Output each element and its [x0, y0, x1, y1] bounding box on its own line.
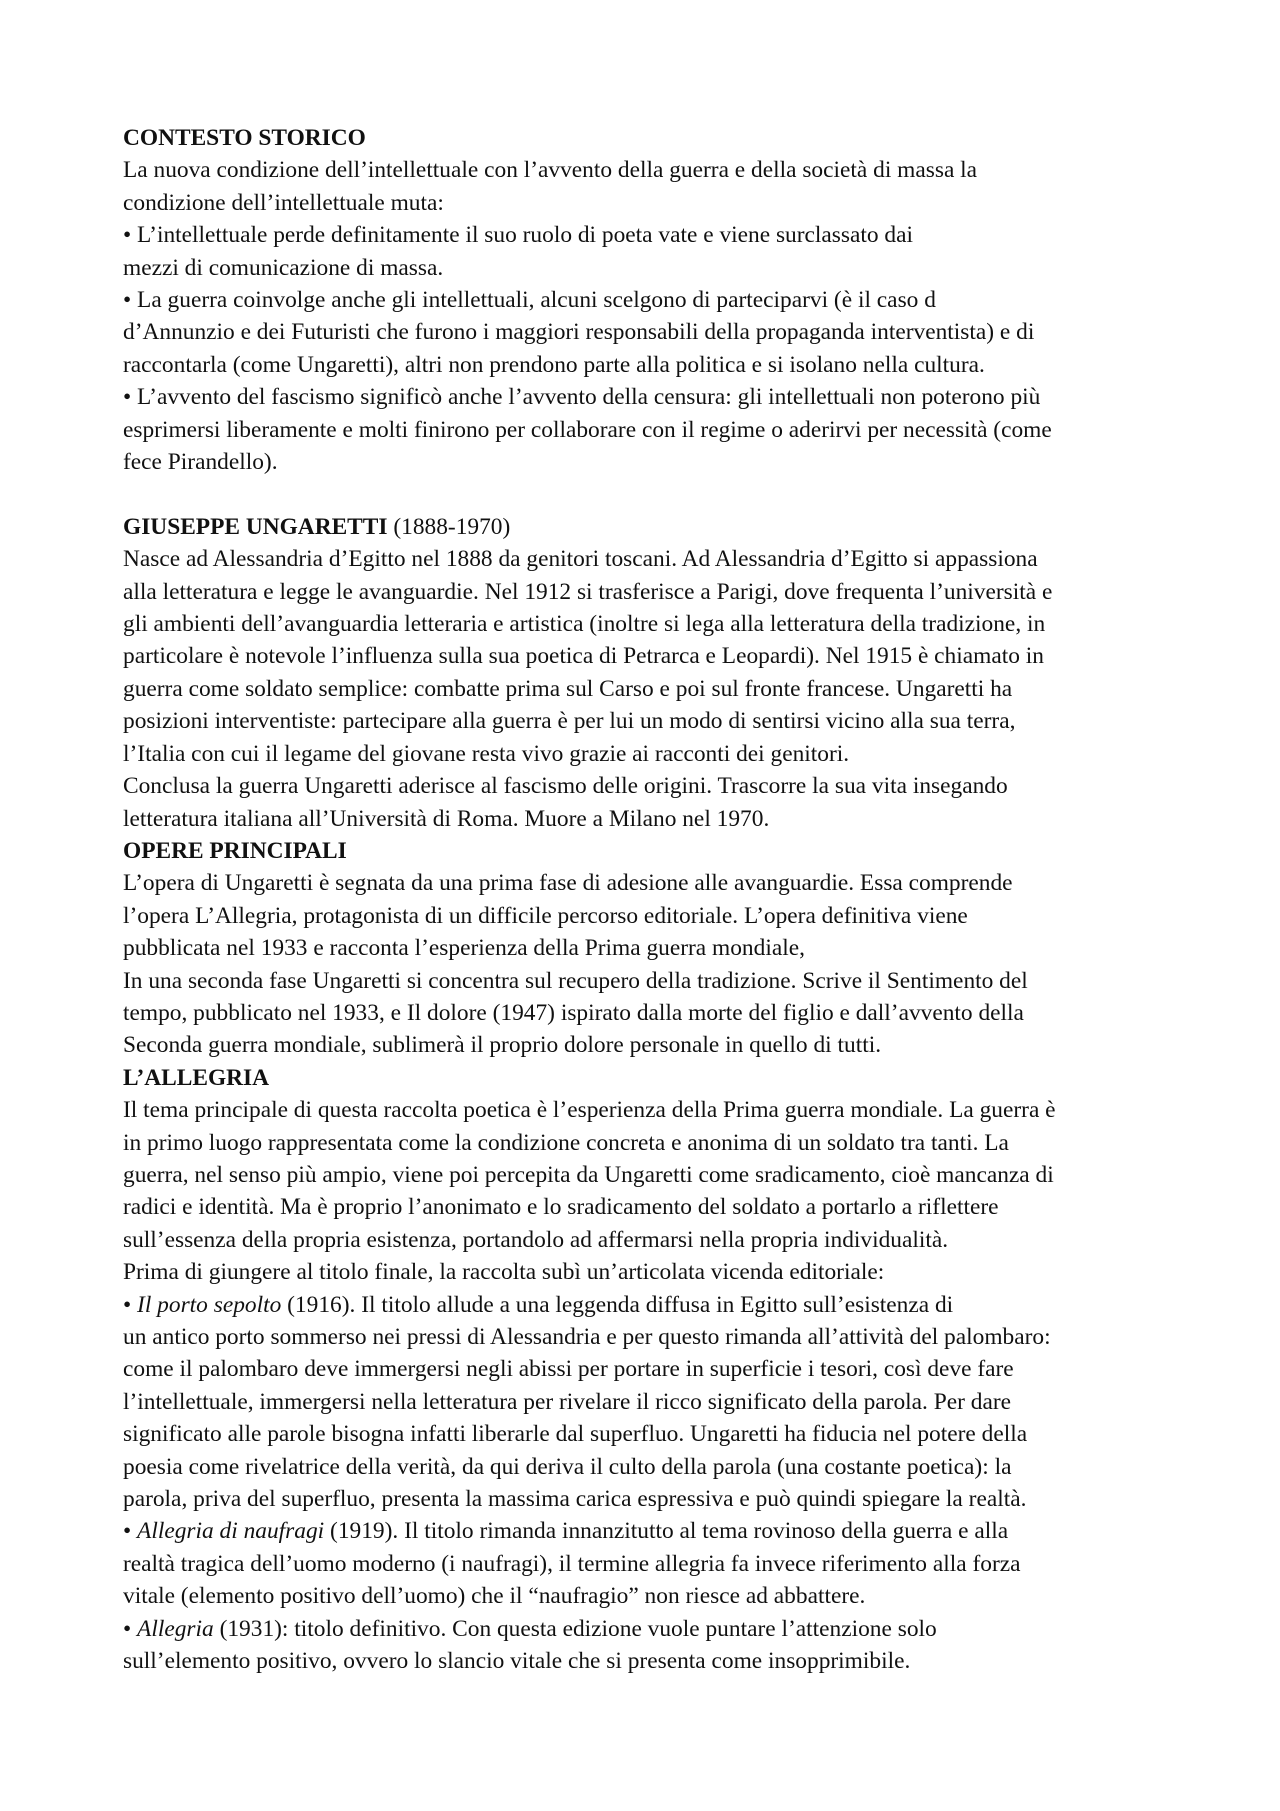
paragraph-line: particolare è notevole l’influenza sulla sua poetica di Petrarca e Leopardi). Nel 1915 è chiamato in	[123, 643, 1044, 670]
paragraph-line: radici e identità. Ma è proprio l’anonimato e lo sradicamento del soldato a portarlo a riflettere	[123, 1194, 999, 1221]
paragraph-line: alla letteratura e legge le avanguardie. Nel 1912 si trasferisce a Parigi, dove frequenta l’università e	[123, 578, 1053, 605]
paragraph-line: d’Annunzio e dei Futuristi che furono i maggiori responsabili della propaganda interventista) e di	[123, 319, 1035, 346]
bullet-marker: •	[123, 1615, 138, 1642]
heading-allegria: L’ALLEGRIA	[123, 1064, 270, 1091]
heading-opere-principali: OPERE PRINCIPALI	[123, 837, 347, 864]
bullet-text: (1931): titolo definitivo. Con questa edizione vuole puntare l’attenzione solo	[213, 1615, 937, 1642]
paragraph-line: significato alle parole bisogna infatti liberarle dal superfluo. Ungaretti ha fiducia nel potere della	[123, 1421, 1028, 1448]
paragraph-line: parola, priva del superfluo, presenta la massima carica espressiva e può quindi spiegare la realtà.	[123, 1486, 1027, 1513]
paragraph-line: realtà tragica dell’uomo moderno (i naufragi), il termine allegria fa invece riferimento alla forza	[123, 1550, 1021, 1577]
paragraph-line: guerra, nel senso più ampio, viene poi percepita da Ungaretti come sradicamento, cioè mancanza di	[123, 1161, 1054, 1188]
paragraph-line: L’opera di Ungaretti è segnata da una prima fase di adesione alle avanguardie. Essa comprende	[123, 870, 1013, 897]
paragraph-line: condizione dell’intellettuale muta:	[123, 189, 444, 216]
bullet-item-allegria-di-naufragi	[123, 1515, 1180, 1547]
paragraph-line: sull’essenza della propria esistenza, portandolo ad affermarsi nella propria individualità.	[123, 1226, 949, 1253]
bullet-line: • La guerra coinvolge anche gli intellettuali, alcuni scelgono di parteciparvi (è il caso d	[123, 287, 936, 314]
paragraph-line: sull’elemento positivo, ovvero lo slancio vitale che si presenta come insopprimibile.	[123, 1648, 911, 1675]
paragraph-line: pubblicata nel 1933 e racconta l’esperienza della Prima guerra mondiale,	[123, 935, 805, 962]
paragraph-line: In una seconda fase Ungaretti si concentra sul recupero della tradizione. Scrive il Sentimento del	[123, 967, 1028, 994]
paragraph-line: poesia come rivelatrice della verità, da qui deriva il culto della parola (una costante poetica): la	[123, 1453, 1012, 1480]
paragraph-line: in primo luogo rappresentata come la condizione concreta e anonima di un soldato tra tanti. La	[123, 1129, 1009, 1156]
work-title: Il porto sepolto	[137, 1291, 282, 1318]
heading-giuseppe-ungaretti: GIUSEPPE UNGARETTI	[123, 513, 388, 540]
section-contesto-storico	[123, 122, 1180, 478]
paragraph-line: l’intellettuale, immergersi nella letteratura per rivelare il ricco significato della parola. Per dare	[123, 1388, 1012, 1415]
paragraph-line: come il palombaro deve immergersi negli abissi per portare in superficie i tesori, così deve fare	[123, 1356, 1014, 1383]
paragraph-line: posizioni interventiste: partecipare alla guerra è per lui un modo di sentirsi vicino alla sua terra,	[123, 708, 1016, 735]
bullet-item-allegria	[123, 1613, 1180, 1645]
paragraph-line: Il tema principale di questa raccolta poetica è l’esperienza della Prima guerra mondiale. La guerra è	[123, 1097, 1056, 1124]
paragraph-line: tempo, pubblicato nel 1933, e Il dolore (1947) ispirato dalla morte del figlio e dall’avvento della	[123, 999, 1024, 1026]
bullet-line: • L’intellettuale perde definitamente il suo ruolo di poeta vate e viene surclassato dai	[123, 222, 913, 249]
bullet-marker: •	[123, 1518, 138, 1545]
paragraph-line: guerra come soldato semplice: combatte prima sul Carso e poi sul fronte francese. Ungaretti ha	[123, 675, 1013, 702]
paragraph-line: Prima di giungere al titolo finale, la raccolta subì un’articolata vicenda editoriale:	[123, 1259, 885, 1286]
paragraph-line: Nasce ad Alessandria d’Egitto nel 1888 da genitori toscani. Ad Alessandria d’Egitto si appassiona	[123, 546, 1038, 573]
section-opere-principali	[123, 835, 1180, 1062]
paragraph-line: letteratura italiana all’Università di Roma. Muore a Milano nel 1970.	[123, 805, 770, 832]
paragraph-line: l’opera L’Allegria, protagonista di un difficile percorso editoriale. L’opera definitiva viene	[123, 902, 968, 929]
paragraph-line: vitale (elemento positivo dell’uomo) che il “naufragio” non riesce ad abbattere.	[123, 1583, 866, 1610]
paragraph-line: La nuova condizione dell’intellettuale con l’avvento della guerra e della società di massa la	[123, 157, 978, 184]
paragraph-line: Conclusa la guerra Ungaretti aderisce al fascismo delle origini. Trascorre la sua vita insegando	[123, 773, 1008, 800]
paragraph-line: mezzi di comunicazione di massa.	[123, 254, 444, 281]
paragraph-line: Seconda guerra mondiale, sublimerà il proprio dolore personale in quello di tutti.	[123, 1032, 882, 1059]
paragraph-line: un antico porto sommerso nei pressi di Alessandria e per questo rimanda all’attività del palombaro:	[123, 1324, 1051, 1351]
heading-dates: (1888-1970)	[387, 513, 511, 540]
paragraph-line: esprimersi liberamente e molti finirono per collaborare con il regime o aderirvi per necessità (come	[123, 416, 1052, 443]
bullet-item-porto-sepolto	[123, 1289, 1180, 1321]
work-title: Allegria	[137, 1615, 214, 1642]
work-title: Allegria di naufragi	[137, 1518, 325, 1545]
section-giuseppe-ungaretti	[123, 511, 1180, 835]
paragraph-line: l’Italia con cui il legame del giovane resta vivo grazie ai racconti dei genitori.	[123, 740, 850, 767]
bullet-marker: •	[123, 1291, 138, 1318]
paragraph-line: gli ambienti dell’avanguardia letteraria e artistica (inoltre si lega alla letteratura della tradizione, in	[123, 611, 1046, 638]
blank-line	[123, 478, 1180, 510]
section-allegria	[123, 1062, 1180, 1678]
heading-line-ungaretti	[123, 511, 1180, 543]
bullet-text: (1916). Il titolo allude a una leggenda diffusa in Egitto sull’esistenza di	[281, 1291, 954, 1318]
bullet-text: (1919). Il titolo rimanda innanzitutto al tema rovinoso della guerra e alla	[324, 1518, 1009, 1545]
paragraph-line: fece Pirandello).	[123, 449, 278, 476]
heading-contesto-storico: CONTESTO STORICO	[123, 125, 366, 151]
paragraph-line: raccontarla (come Ungaretti), altri non prendono parte alla politica e si isolano nella cultura.	[123, 351, 985, 378]
bullet-line: • L’avvento del fascismo significò anche l’avvento della censura: gli intellettuali non poterono più	[123, 384, 1041, 411]
